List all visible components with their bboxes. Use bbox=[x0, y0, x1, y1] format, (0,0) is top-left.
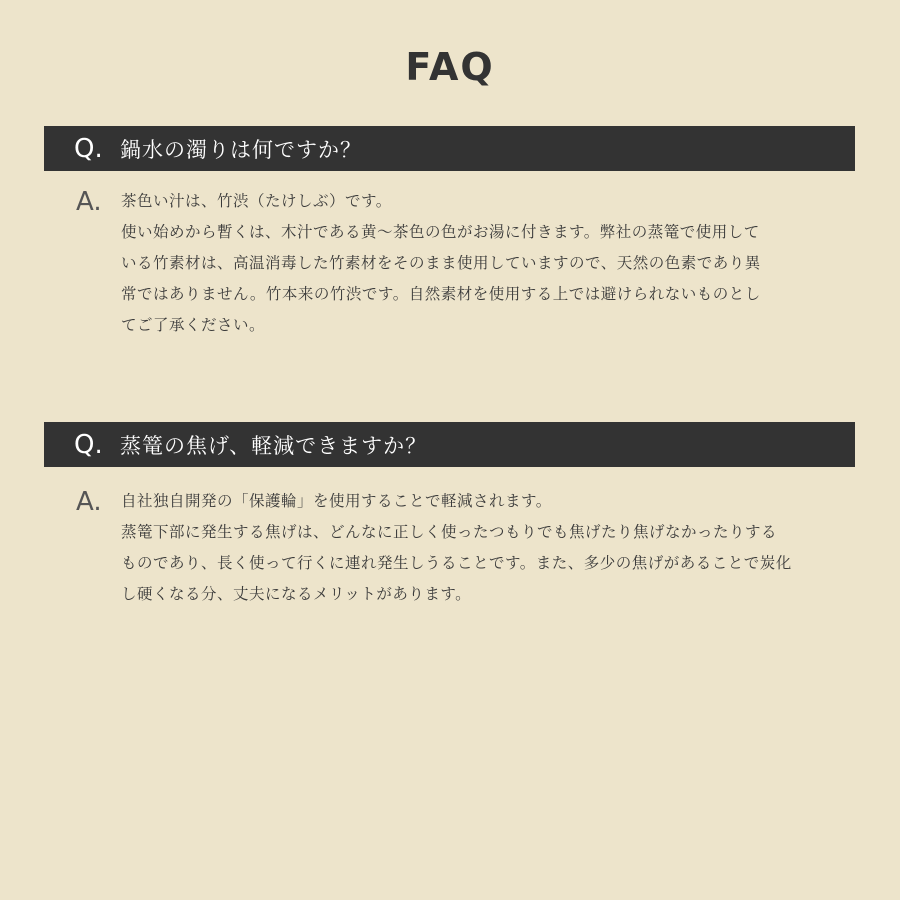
answer-line: し硬くなる分、丈夫になるメリットがあります。 bbox=[121, 585, 472, 603]
answer-line: いる竹素材は、高温消毒した竹素材をそのまま使用していますので、天然の色素であり異 bbox=[121, 254, 761, 272]
answer-line: てご了承ください。 bbox=[121, 316, 266, 334]
answer-mark: A. bbox=[76, 187, 102, 217]
question-text: 蒸篭の焦げ、軽減できますか？ bbox=[120, 433, 428, 458]
page-title: FAQ bbox=[405, 45, 495, 89]
faq-question-bar bbox=[44, 422, 855, 467]
faq-question-bar bbox=[44, 126, 855, 171]
answer-line: 自社独自開発の「保護輪」を使用することで軽減されます。 bbox=[121, 492, 552, 510]
answer-line: 茶色い汁は、竹渋（たけしぶ）です。 bbox=[121, 192, 392, 210]
question-mark: Q. bbox=[74, 429, 103, 460]
answer-mark: A. bbox=[76, 487, 102, 517]
answer-line: ものであり、長く使って行くに連れ発生しうることです。また、多少の焦げがあることで炭化 bbox=[121, 554, 792, 572]
answer-text bbox=[121, 186, 841, 341]
question-text: 鍋水の濁りは何ですか？ bbox=[120, 137, 362, 162]
answer-line: 蒸篭下部に発生する焦げは、どんなに正しく使ったつもりでも焦げたり焦げなかったりする bbox=[121, 523, 778, 541]
answer-line: 常ではありません。竹本来の竹渋です。自然素材を使用する上では避けられないものとし bbox=[121, 285, 761, 303]
answer-line: 使い始めから暫くは、木汁である黄〜茶色の色がお湯に付きます。弊社の蒸篭で使用して bbox=[121, 223, 760, 241]
question-mark: Q. bbox=[74, 133, 103, 164]
answer-text bbox=[121, 486, 841, 610]
